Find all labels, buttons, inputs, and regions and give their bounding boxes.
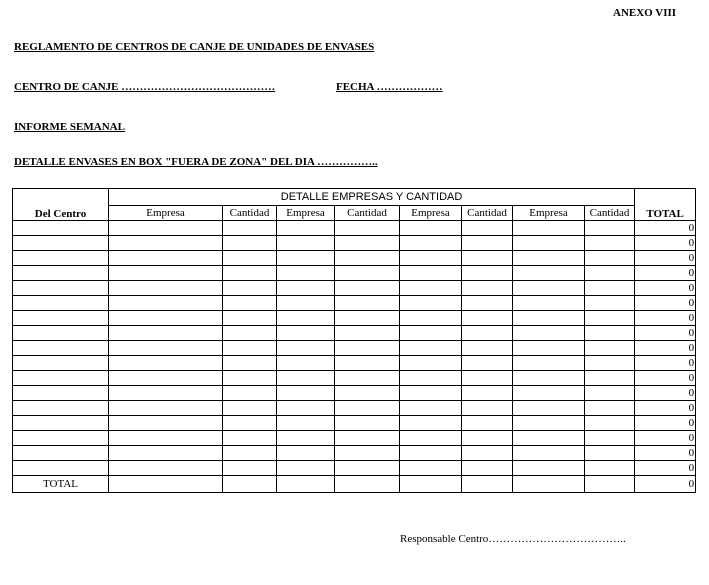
detalle-cell	[277, 386, 335, 401]
detalle-cell	[109, 401, 223, 416]
col-header-cantidad: Cantidad	[585, 206, 635, 221]
detalle-cell	[277, 221, 335, 236]
detalle-cell	[277, 401, 335, 416]
detalle-cell	[585, 446, 635, 461]
detalle-cell	[277, 236, 335, 251]
detalle-cell	[585, 236, 635, 251]
detalle-cell	[513, 386, 585, 401]
detalle-cell	[109, 356, 223, 371]
row-total-cell: 0	[635, 236, 696, 251]
table-row	[13, 401, 696, 416]
detalle-cell	[335, 326, 400, 341]
detalle-cell	[513, 251, 585, 266]
detalle-cell	[335, 416, 400, 431]
detalle-cell	[109, 311, 223, 326]
detalle-cell	[109, 326, 223, 341]
row-total-cell: 0	[635, 341, 696, 356]
detalle-cell	[223, 266, 277, 281]
footer-cell	[585, 476, 635, 493]
col-header-cantidad: Cantidad	[462, 206, 513, 221]
row-total-cell: 0	[635, 431, 696, 446]
footer-cell	[462, 476, 513, 493]
row-total-cell: 0	[635, 461, 696, 476]
detalle-cell	[109, 416, 223, 431]
del-centro-cell	[13, 326, 109, 341]
detalle-cell	[462, 311, 513, 326]
del-centro-cell	[13, 266, 109, 281]
detalle-cell	[335, 266, 400, 281]
detalle-cell	[400, 236, 462, 251]
row-total-cell: 0	[635, 356, 696, 371]
header-row-group	[13, 189, 696, 206]
row-total-cell: 0	[635, 371, 696, 386]
table-row	[13, 281, 696, 296]
detalle-cell	[109, 341, 223, 356]
detalle-cell	[335, 371, 400, 386]
detalle-cell	[223, 461, 277, 476]
detalle-cell	[513, 461, 585, 476]
detalle-cell	[462, 221, 513, 236]
detalle-cell	[462, 461, 513, 476]
detalle-cell	[109, 281, 223, 296]
table-row	[13, 431, 696, 446]
detalle-cell	[585, 341, 635, 356]
del-centro-cell	[13, 446, 109, 461]
detalle-cell	[585, 221, 635, 236]
detalle-cell	[513, 311, 585, 326]
detalle-cell	[277, 311, 335, 326]
detalle-cell	[277, 326, 335, 341]
table-row	[13, 236, 696, 251]
footer-cell	[223, 476, 277, 493]
del-centro-cell	[13, 416, 109, 431]
table-row	[13, 221, 696, 236]
detalle-cell	[462, 281, 513, 296]
detalle-cell	[277, 461, 335, 476]
detalle-cell	[513, 236, 585, 251]
detalle-cell	[400, 326, 462, 341]
detalle-cell	[335, 461, 400, 476]
row-total-cell: 0	[635, 416, 696, 431]
detalle-cell	[462, 386, 513, 401]
row-total-cell: 0	[635, 281, 696, 296]
detalle-cell	[400, 401, 462, 416]
row-total-cell: 0	[635, 266, 696, 281]
detalle-cell	[400, 386, 462, 401]
detalle-cell	[400, 341, 462, 356]
table-row	[13, 386, 696, 401]
detalle-cell	[400, 251, 462, 266]
del-centro-cell	[13, 386, 109, 401]
detalle-cell	[223, 446, 277, 461]
footer-total-value: 0	[635, 476, 696, 493]
detalle-cell	[513, 371, 585, 386]
row-total-cell: 0	[635, 296, 696, 311]
detalle-cell	[513, 401, 585, 416]
detalle-cell	[335, 296, 400, 311]
detalle-cell	[585, 461, 635, 476]
row-total-cell: 0	[635, 401, 696, 416]
detalle-cell	[335, 431, 400, 446]
detalle-cell	[462, 416, 513, 431]
detalle-cell	[400, 296, 462, 311]
footer-cell	[335, 476, 400, 493]
table-row	[13, 341, 696, 356]
del-centro-cell	[13, 371, 109, 386]
col-header-del-centro: Del Centro	[13, 189, 109, 221]
detalle-cell	[223, 221, 277, 236]
detalle-cell	[223, 416, 277, 431]
detalle-cell	[400, 266, 462, 281]
detalle-cell	[462, 356, 513, 371]
footer-cell	[277, 476, 335, 493]
detalle-cell	[277, 371, 335, 386]
detalle-cell	[223, 401, 277, 416]
del-centro-cell	[13, 431, 109, 446]
detalle-cell	[335, 251, 400, 266]
detalle-cell	[585, 296, 635, 311]
detalle-cell	[462, 431, 513, 446]
detalle-cell	[462, 296, 513, 311]
detalle-cell	[223, 431, 277, 446]
detalle-cell	[585, 281, 635, 296]
footer-total-label: TOTAL	[13, 476, 109, 493]
document-title: REGLAMENTO DE CENTROS DE CANJE DE UNIDADES DE ENVASES	[14, 41, 375, 53]
table-row	[13, 311, 696, 326]
detalle-cell	[277, 446, 335, 461]
table-row	[13, 416, 696, 431]
detalle-cell	[335, 401, 400, 416]
table-row	[13, 371, 696, 386]
detalle-cell	[462, 401, 513, 416]
detalle-cell	[109, 386, 223, 401]
detalle-cell	[277, 416, 335, 431]
detalle-cell	[400, 356, 462, 371]
detalle-cell	[513, 356, 585, 371]
table-row	[13, 356, 696, 371]
del-centro-cell	[13, 401, 109, 416]
detalle-cell	[335, 236, 400, 251]
envases-table	[12, 188, 696, 493]
row-total-cell: 0	[635, 311, 696, 326]
detalle-cell	[462, 236, 513, 251]
detalle-cell	[585, 266, 635, 281]
row-total-cell: 0	[635, 326, 696, 341]
detalle-cell	[223, 326, 277, 341]
detalle-cell	[109, 221, 223, 236]
detalle-cell	[335, 341, 400, 356]
detalle-cell	[513, 326, 585, 341]
detalle-cell	[462, 446, 513, 461]
row-total-cell: 0	[635, 446, 696, 461]
del-centro-cell	[13, 356, 109, 371]
row-total-cell: 0	[635, 386, 696, 401]
row-total-cell: 0	[635, 251, 696, 266]
detalle-cell	[585, 251, 635, 266]
detalle-cell	[223, 371, 277, 386]
detalle-cell	[585, 326, 635, 341]
detalle-cell	[335, 386, 400, 401]
centro-de-canje-field: CENTRO DE CANJE ……………………………………	[14, 81, 276, 93]
table-row	[13, 446, 696, 461]
col-header-empresa: Empresa	[109, 206, 223, 221]
detalle-cell	[223, 311, 277, 326]
detalle-cell	[585, 371, 635, 386]
detalle-cell	[462, 341, 513, 356]
detalle-cell	[462, 326, 513, 341]
detalle-cell	[277, 356, 335, 371]
del-centro-cell	[13, 296, 109, 311]
table-row	[13, 266, 696, 281]
del-centro-cell	[13, 221, 109, 236]
col-header-cantidad: Cantidad	[335, 206, 400, 221]
row-total-cell: 0	[635, 221, 696, 236]
detalle-cell	[513, 341, 585, 356]
footer-cell	[109, 476, 223, 493]
detalle-cell	[335, 311, 400, 326]
detalle-cell	[585, 431, 635, 446]
detalle-cell	[585, 356, 635, 371]
del-centro-cell	[13, 341, 109, 356]
detalle-cell	[223, 341, 277, 356]
detalle-cell	[400, 446, 462, 461]
detalle-cell	[335, 356, 400, 371]
del-centro-cell	[13, 281, 109, 296]
del-centro-cell	[13, 236, 109, 251]
detalle-cell	[462, 251, 513, 266]
detalle-cell	[462, 266, 513, 281]
responsable-centro-field: Responsable Centro………………………………..	[400, 533, 626, 545]
detalle-cell	[513, 281, 585, 296]
detalle-cell	[513, 416, 585, 431]
detalle-cell	[277, 341, 335, 356]
table-row	[13, 296, 696, 311]
annex-label: ANEXO VIII	[613, 7, 677, 19]
detalle-cell	[223, 386, 277, 401]
detalle-cell	[277, 251, 335, 266]
detalle-cell	[277, 266, 335, 281]
group-header-detalle: DETALLE EMPRESAS Y CANTIDAD	[109, 189, 635, 206]
detalle-cell	[400, 311, 462, 326]
detalle-cell	[109, 251, 223, 266]
detalle-cell	[400, 281, 462, 296]
footer-total-row	[13, 476, 696, 493]
table-row	[13, 326, 696, 341]
detalle-cell	[400, 416, 462, 431]
detalle-cell	[109, 236, 223, 251]
detalle-cell	[277, 431, 335, 446]
detalle-cell	[585, 416, 635, 431]
detalle-cell	[109, 446, 223, 461]
detalle-cell	[335, 221, 400, 236]
detalle-cell	[400, 221, 462, 236]
header-row-columns	[13, 206, 696, 221]
col-header-total: TOTAL	[635, 189, 696, 221]
detalle-cell	[109, 431, 223, 446]
detalle-cell	[223, 251, 277, 266]
fecha-field: FECHA ………………	[336, 81, 443, 93]
detalle-cell	[400, 461, 462, 476]
detalle-cell	[223, 356, 277, 371]
detalle-cell	[223, 236, 277, 251]
detalle-cell	[109, 296, 223, 311]
detalle-cell	[513, 446, 585, 461]
col-header-empresa: Empresa	[277, 206, 335, 221]
col-header-empresa: Empresa	[513, 206, 585, 221]
detalle-cell	[109, 461, 223, 476]
detalle-cell	[109, 266, 223, 281]
detalle-cell	[513, 266, 585, 281]
detalle-cell	[585, 386, 635, 401]
detalle-cell	[277, 281, 335, 296]
detalle-cell	[223, 281, 277, 296]
col-header-cantidad: Cantidad	[223, 206, 277, 221]
table-row	[13, 251, 696, 266]
informe-semanal-label: INFORME SEMANAL	[14, 121, 125, 133]
detalle-cell	[513, 221, 585, 236]
detalle-cell	[277, 296, 335, 311]
detalle-cell	[109, 371, 223, 386]
detalle-cell	[335, 446, 400, 461]
del-centro-cell	[13, 311, 109, 326]
footer-cell	[400, 476, 462, 493]
detalle-envases-field: DETALLE ENVASES EN BOX "FUERA DE ZONA" DEL DIA ……………..	[14, 156, 378, 168]
detalle-cell	[400, 371, 462, 386]
table-row	[13, 461, 696, 476]
detalle-cell	[513, 296, 585, 311]
detalle-cell	[585, 401, 635, 416]
footer-cell	[513, 476, 585, 493]
detalle-cell	[400, 431, 462, 446]
del-centro-cell	[13, 461, 109, 476]
col-header-empresa: Empresa	[400, 206, 462, 221]
detalle-cell	[223, 296, 277, 311]
detalle-cell	[335, 281, 400, 296]
detalle-cell	[585, 311, 635, 326]
detalle-cell	[513, 431, 585, 446]
detalle-cell	[462, 371, 513, 386]
del-centro-cell	[13, 251, 109, 266]
